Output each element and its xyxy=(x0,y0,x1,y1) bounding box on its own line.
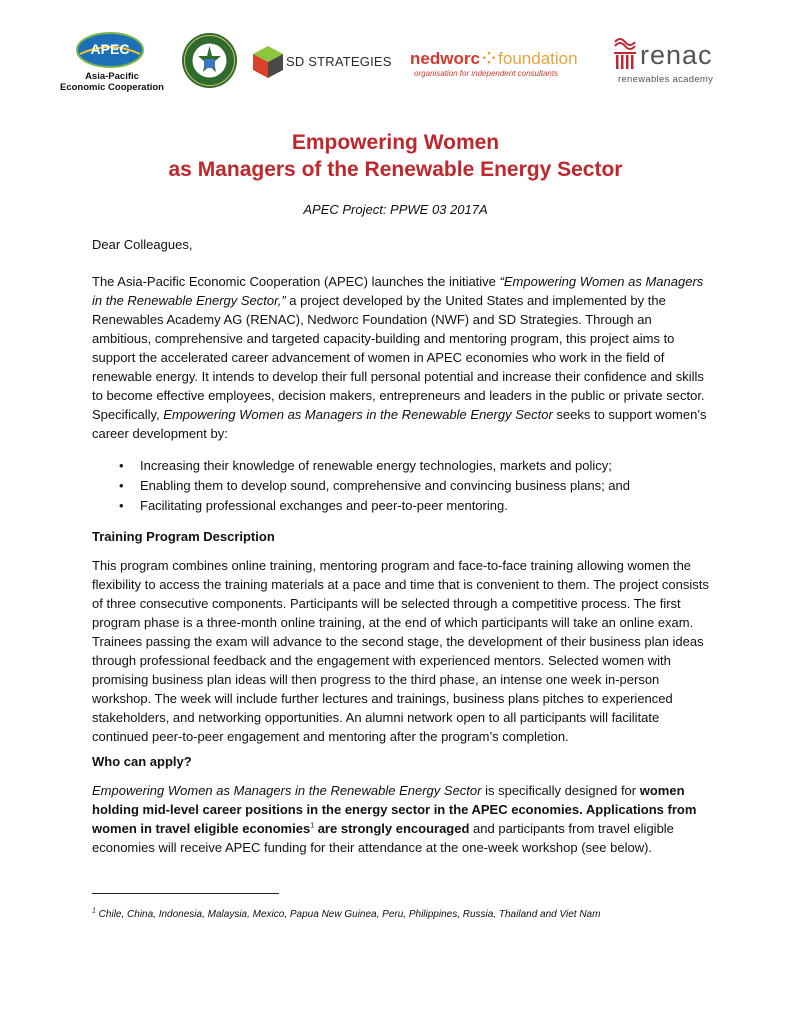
doe-seal xyxy=(181,32,238,89)
intro-paragraph xyxy=(92,272,712,443)
sd-strategies-logo xyxy=(251,44,391,80)
nedworc-foundation-logo xyxy=(410,50,595,82)
footnote-text: Chile, China, Indonesia, Malaysia, Mexico, Papua New Guinea, Peru, Philippines, Russia, Thailand and Viet Nam xyxy=(95,909,601,920)
renac-column-icon xyxy=(611,36,639,72)
list-item: • Increasing their knowledge of renewable energy technologies, markets and policy; xyxy=(92,456,712,476)
who-text-1: is specifically designed for xyxy=(481,783,640,798)
apec-mark: APEC xyxy=(90,41,130,57)
salutation: Dear Colleagues, xyxy=(92,237,193,252)
intro-text-2: a project developed by the United States and implemented by the Renewables Academy AG (RENAC), Nedworc Foundation (NWF) and SD Strategies. Through an ambitious, comprehensive and targeted capacity-building and mentoring program, this project aims to support the accelerated career advancement of women in APEC economies who work in the field of renewable energy. It intends to develop their full personal potential and increase their confidence and skills to become effective employees, decision makers, entrepreneurs and leaders in the public or private sector. Specifically, xyxy=(92,293,705,422)
title-line-1: Empowering Women xyxy=(291,131,500,154)
doe-seal-icon xyxy=(181,32,238,89)
partner-logos xyxy=(0,30,791,94)
apec-caption-line1: Asia-Pacific xyxy=(85,71,139,82)
footnote-ref: 1 xyxy=(310,822,315,830)
document-title xyxy=(0,129,791,183)
sd-strategies-wordmark: SD STRATEGIES xyxy=(286,54,392,69)
goals-list xyxy=(92,456,712,516)
who-text-2: and participants from travel eligible economies will receive APEC funding for their attendance at the one-week workshop (see below). xyxy=(92,821,674,855)
title-line-2: as Managers of the Renewable Energy Sector xyxy=(168,158,623,181)
who-program-name: Empowering Women as Managers in the Renewable Energy Sector xyxy=(92,783,482,798)
project-code: APEC Project: PPWE 03 2017A xyxy=(303,202,488,217)
renac-logo xyxy=(611,36,723,88)
who-can-apply-paragraph xyxy=(92,781,712,857)
apec-globe-icon xyxy=(76,32,144,68)
footnote-marker: 1 xyxy=(92,907,96,915)
renac-tagline: renewables academy xyxy=(618,74,714,85)
renac-wordmark: renac xyxy=(640,40,713,70)
intro-text-3: seeks to support women’s career development by: xyxy=(92,407,707,441)
list-item: • Facilitating professional exchanges and peer-to-peer mentoring. xyxy=(92,496,712,516)
footnote-divider xyxy=(92,893,279,894)
footnote xyxy=(92,909,600,920)
intro-program-name: Empowering Women as Managers in the Renewable Energy Sector xyxy=(163,407,553,422)
training-paragraph: This program combines online training, mentoring program and face-to-face training allowing women the flexibility to access the training materials at a pace and time that is convenient to them. The project consists of three consecutive components. Participants will be selected through a competitive process. The first program phase is a three-month online training, at the end of which participants will take an online exam. Trainees passing the exam will advance to the second stage, the development of their business plan ideas through professional feedback and the engagement with experienced mentors. Selected women with promising business plan ideas will then progress to the third phase, an intense one week in-person workshop. The week will include further lectures and trainings, business plans pitches to experienced stakeholders, and networking opportunities. An alumni network open to all participants will facilitate continued peer-to-peer engagement and mentoring after the program’s completion. xyxy=(92,558,709,744)
sd-strategies-cube-icon xyxy=(251,44,285,80)
intro-text-1: The Asia-Pacific Economic Cooperation (APEC) launches the initiative xyxy=(92,274,500,289)
nedworc-dots-icon: ⁘ xyxy=(481,49,497,68)
foundation-wordmark: foundation xyxy=(498,49,578,68)
intro-initiative-name: “Empowering Women as Managers in the Renewable Energy Sector,” xyxy=(92,274,704,308)
list-item: • Enabling them to develop sound, comprehensive and convincing business plans; and xyxy=(92,476,712,496)
nedworc-wordmark: nedworc xyxy=(410,49,480,68)
apec-logo xyxy=(58,32,166,94)
who-can-apply-heading: Who can apply? xyxy=(92,754,192,769)
apec-caption-line2: Economic Cooperation xyxy=(60,82,164,93)
who-bold-2: are strongly encouraged xyxy=(314,821,470,836)
training-heading: Training Program Description xyxy=(92,529,275,544)
nedworc-tagline: organisation for independent consultants xyxy=(414,69,559,78)
who-bold-1: women holding mid-level career positions in the energy sector in the APEC economies. Applications from women in travel eligible economies xyxy=(92,783,697,836)
